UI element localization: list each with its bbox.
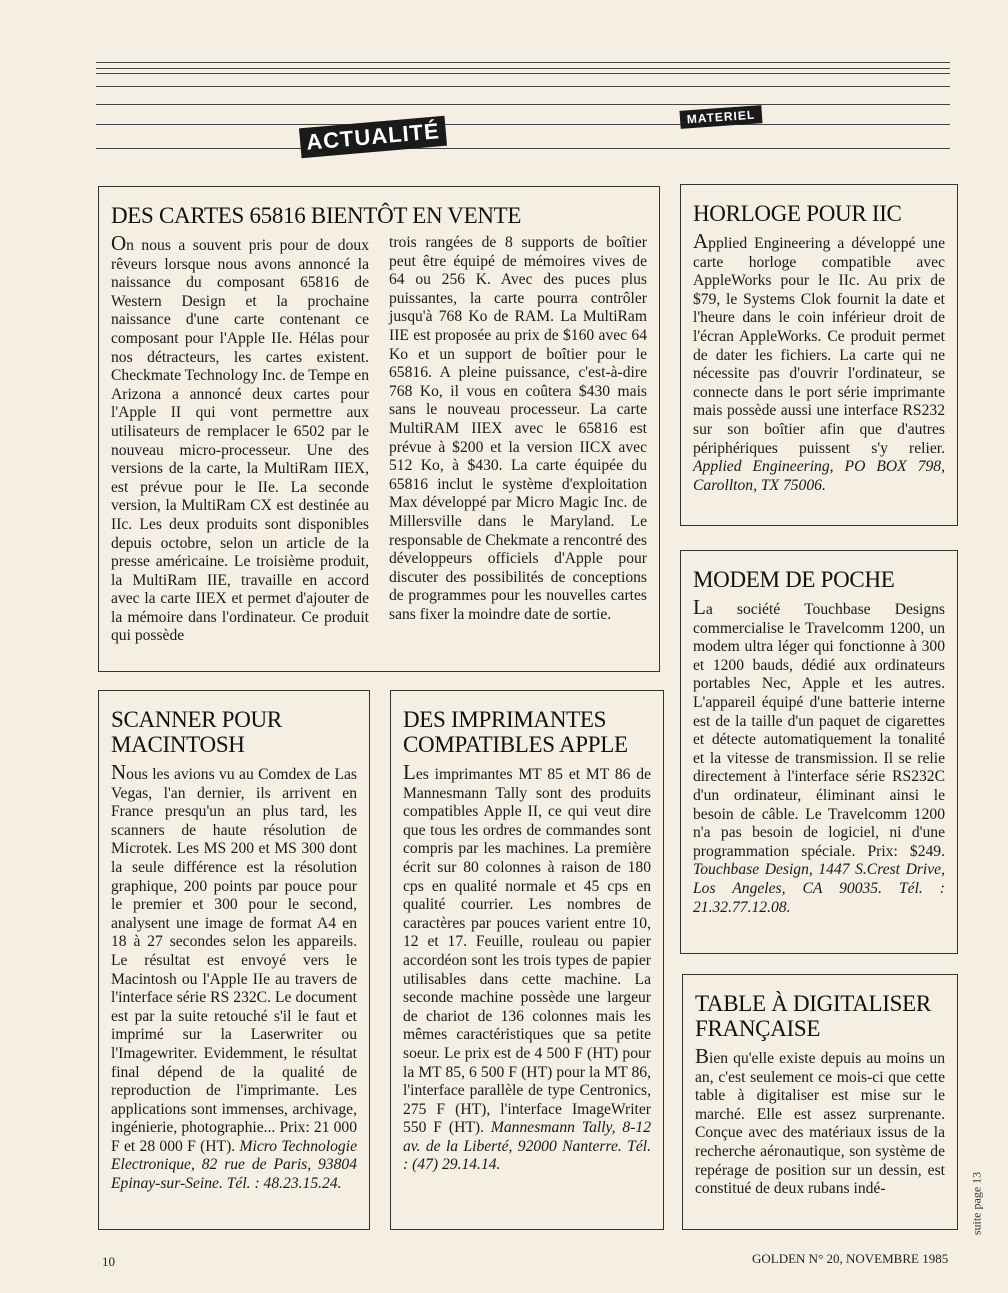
- section-banner-actualite: ACTUALITÉ: [299, 116, 447, 159]
- article-title: SCANNER POUR MACINTOSH: [111, 707, 282, 757]
- article-title: HORLOGE POUR IIC: [693, 201, 902, 226]
- drop-cap: A: [693, 229, 709, 253]
- header-rule: [96, 68, 950, 69]
- header-rule: [96, 124, 950, 125]
- contact-address: Mannesmann Tally, 8-12 av. de la Liberté, 92000 Nanterre. Tél. : (47) 29.14.14.: [403, 1119, 651, 1174]
- header-rule: [96, 86, 950, 87]
- article-text: pplied Engineering a développé une carte horloge compatible avec AppleWorks pour le IIc. Au prix de $79, le Systems Clok fournit la date et l'heure dans le coin inférieur droit de l'écran AppleWorks. Ce produit permet de dater les fichiers. La carte qui ne nécessite pas d'ouvrir l'ordinateur, se connecte dans le port série imprimante mais possède aussi une interface RS232 sur son boîtier afin que d'autres périphériques puissent s'y relier.: [693, 235, 945, 457]
- header-rule: [96, 73, 950, 74]
- drop-cap: N: [111, 760, 127, 784]
- header-rule: [96, 62, 950, 63]
- article-title: MODEM DE POCHE: [693, 567, 895, 592]
- contact-address: Applied Engineering, PO BOX 798, Carollton, TX 75006.: [693, 458, 945, 494]
- article-text: ien qu'elle existe depuis au moins un an, c'est seulement ce mois-ci que cette table à digitaliser est mise sur le marché. Elle est assez surprenante. Conçue avec des matériaux issus de la recherche aéronautique, son système de repérage de position sur un dessin, est constitué de deux rubans indé-: [695, 1050, 945, 1198]
- article-modem: [680, 550, 958, 954]
- article-text: n nous a souvent pris pour de doux rêveurs lorsque nous avons annoncé la naissance du composant 65816 de Western Design et la prochaine naissance d'une carte contenant ce composant pour l'Apple IIe. Hélas pour nos détracteurs, les cartes existent. Checkmate Technology Inc. de Tempe en Arizona a annoncé deux cartes pour l'Apple II qui vont permettre aux utilisateurs de remplacer le 6502 par le nouveau micro-processeur. Une des versions de la carte, la MultiRam IIEX, est prévue pour le IIe. La seconde version, la MultiRam CX est destinée au IIc. Les deux produits sont disponibles depuis octobre, selon un article de la presse américaine. Le troisième produit, la MultiRam IIE, travaille en accord avec la carte IIEX et permet d'ajouter de la mémoire dans l'ordinateur. Ce produit qui possède: [111, 237, 369, 645]
- drop-cap: B: [695, 1044, 710, 1068]
- page-number: 10: [102, 1254, 115, 1269]
- article-title: DES IMPRIMANTES COMPATIBLES APPLE: [403, 707, 628, 757]
- drop-cap: L: [693, 595, 706, 619]
- drop-cap: O: [111, 231, 127, 255]
- article-horloge: [680, 184, 958, 526]
- article-text: trois rangées de 8 supports de boîtier peut être équipé de mémoires vives de 64 ou 256 K. Avec des puces plus puissantes, la carte pourra contrôler jusqu'à 768 Ko de RAM. La MultiRam IIE est proposée au prix de $160 avec 64 Ko et un support de boîtier pour le 65816. A pleine puissance, c'est-à-dire 768 Ko, il vous en coûtera $430 mais sans le nouveau processeur. La carte MultiRAM IIEX avec le 65816 est prévue à $200 et la version IICX avec 512 Ko, à $430. La carte équipée du 65816 inclut le système d'exploitation Max développé par Micro Magic Inc. de Millersville dans le Maryland. Le responsable de Chekmate a rencontré des développeurs officiels d'Apple pour discuter des possibilités de conceptions de programmes pour les nouvelles cartes sans fixer la moindre date de sortie.: [389, 234, 647, 623]
- article-column: [111, 231, 369, 646]
- section-banner-materiel: MATERIEL: [679, 105, 762, 129]
- article-text: es imprimantes MT 85 et MT 86 de Mannesmann Tally sont des produits compatibles Apple II, ce qui veut dire que tous les ordres de commandes sont compris par les machines. La première écrit sur 80 colonnes à raison de 180 cps en qualité normale et 45 cps en qualité courrier. Les nombres de caractères par pouces varient entre 10, 12 et 17. Feuille, rouleau ou papier accordéon sont les trois types de papier utilisables dans cette machine. La seconde machine possède une largeur de chariot de 136 colonnes mais les mêmes caractéristiques que sa petite soeur. Le prix est de 4 500 F (HT) pour la MT 85, 6 500 F (HT) pour la MT 86, l'interface parallèle de type Centronics, 275 F (HT), l'interface ImageWriter 550 F (HT).: [403, 766, 651, 1137]
- drop-cap: L: [403, 760, 416, 784]
- article-scanner: [98, 690, 370, 1230]
- article-text: ous les avions vu au Comdex de Las Vegas, l'an dernier, ils arrivent en France presqu'un an plus tard, les scanners de haute résolution de Microtek. Les MS 200 et MS 300 dont la seule différence est la résolution graphique, 200 points par pouce pour le premier et 300 pour le second, analysent une image de format A4 en 18 à 27 secondes selon les appareils. Le résultat est envoyé vers le Macintosh ou l'Apple IIe au travers de l'interface série RS 232C. Le document est par la suite retouché s'il le faut et imprimé sur la Laserwriter ou l'Imagewriter. Evidemment, le résultat final dépend de la qualité de reproduction de l'imprimante. Les applications sont immenses, archivage, ingénierie, photographie... Prix: 21 000 F et 28 000 F (HT).: [111, 766, 357, 1155]
- continued-note: suite page 13: [969, 1171, 984, 1236]
- header-rule: [96, 104, 950, 105]
- article-column: [389, 234, 647, 646]
- contact-address: Touchbase Design, 1447 S.Crest Drive, Los Angeles, CA 90035. Tél. : 21.32.77.12.08.: [693, 861, 945, 916]
- article-cartes-65816: [98, 186, 660, 672]
- header-rule: [96, 148, 950, 149]
- article-title: TABLE À DIGITALISER FRANÇAISE: [695, 991, 931, 1041]
- article-text: a société Touchbase Designs commercialise le Travelcomm 1200, un modem ultra léger qui fonctionne à 300 et 1200 bauds, dédié aux ordinateurs portables Nec, Apple et les autres. L'appareil équipé d'une batterie interne est de la taille d'un paquet de cigarettes et détecte automatiquement la tonalité et la vitesse de transmission. Il se relie directement à l'interface série RS232C d'un ordinateur, éliminant ainsi le besoin de câble. Le Travelcomm 1200 n'a pas besoin de logiciel, ni d'une programmation spéciale. Prix: $249.: [693, 601, 945, 860]
- article-title: DES CARTES 65816 BIENTÔT EN VENTE: [111, 203, 522, 228]
- article-imprimantes: [390, 690, 664, 1230]
- article-table-digitaliser: [682, 974, 958, 1230]
- publication-info: GOLDEN N° 20, NOVEMBRE 1985: [752, 1251, 949, 1266]
- contact-address: Micro Technologie Electronique, 82 rue de Paris, 93804 Epinay-sur-Seine. Tél. : 48.23.15.24.: [111, 1137, 357, 1193]
